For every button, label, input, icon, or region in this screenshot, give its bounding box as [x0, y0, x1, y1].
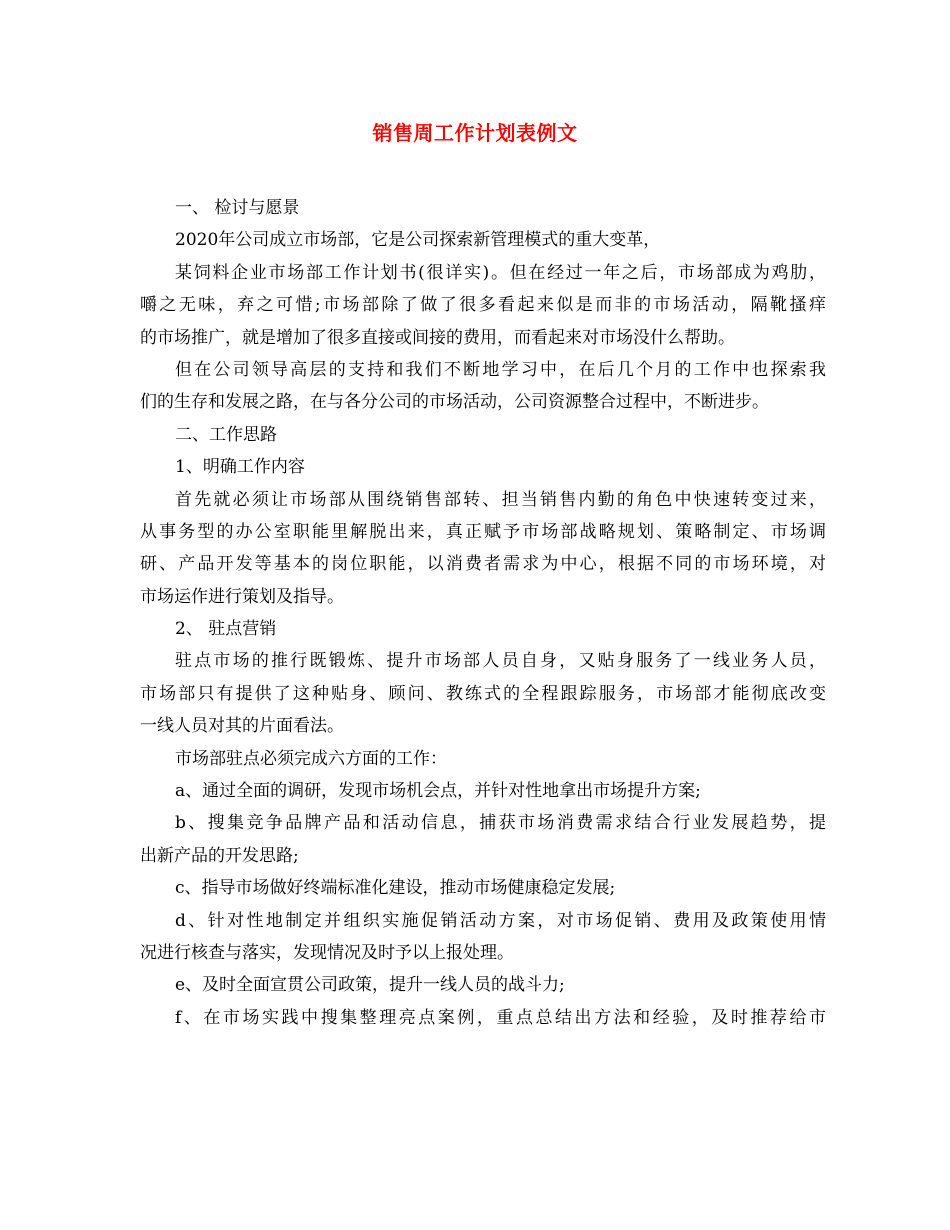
paragraph-line: 驻点市场的推行既锻炼、提升市场部人员自身，又贴身服务了一线业务人员，	[175, 651, 826, 672]
paragraph-line: 一、 检讨与愿景	[175, 198, 300, 218]
paragraph-line: f、在市场实践中搜集整理亮点案例，重点总结出方法和经验，及时推荐给市	[175, 1007, 826, 1028]
document-body	[140, 192, 826, 1034]
document-title: 销售周工作计划表例文	[372, 121, 578, 145]
paragraph-line: 研、产品开发等基本的岗位职能，以消费者需求为中心，根据不同的市场环境，对	[140, 554, 826, 575]
paragraph-line: 2020年公司成立市场部，它是公司探索新管理模式的重大变革，	[175, 230, 661, 251]
paragraph-line: d、针对性地制定并组织实施促销活动方案，对市场促销、费用及政策使用情	[175, 910, 826, 931]
paragraph-line: 首先就必须让市场部从围绕销售部转、担当销售内勤的角色中快速转变过来，	[175, 489, 826, 510]
paragraph-line: e、及时全面宣贯公司政策，提升一线人员的战斗力;	[175, 975, 565, 996]
paragraph-line: a、通过全面的调研，发现市场机会点，并针对性地拿出市场提升方案;	[175, 781, 701, 802]
paragraph-line: 们的生存和发展之路，在与各分公司的市场活动，公司资源整合过程中，不断进步。	[140, 392, 769, 413]
paragraph-line: 的市场推广，就是增加了很多直接或间接的费用，而看起来对市场没什么帮助。	[140, 327, 735, 348]
paragraph-line: 某饲料企业市场部工作计划书(很详实)。但在经过一年之后，市场部成为鸡肋，	[175, 262, 826, 283]
paragraph-line: 2、 驻点营销	[175, 619, 277, 640]
paragraph-line: 嚼之无味，弃之可惜;市场部除了做了很多看起来似是而非的市场活动，隔靴搔痒	[140, 295, 826, 316]
paragraph-line: 一线人员对其的片面看法。	[140, 716, 344, 737]
paragraph-line: 二、工作思路	[175, 424, 277, 445]
paragraph-line: 1、明确工作内容	[175, 457, 305, 478]
paragraph-line: 市场部只有提供了这种贴身、顾问、教练式的全程跟踪服务，市场部才能彻底改变	[140, 683, 826, 704]
paragraph-line: 但在公司领导高层的支持和我们不断地学习中，在后几个月的工作中也探索我	[175, 359, 826, 380]
paragraph-line: 况进行核查与落实，发现情况及时予以上报处理。	[140, 942, 514, 963]
paragraph-line: c、指导市场做好终端标准化建设，推动市场健康稳定发展;	[175, 878, 616, 899]
paragraph-line: 市场运作进行策划及指导。	[140, 586, 344, 607]
paragraph-line: 从事务型的办公室职能里解脱出来，真正赋予市场部战略规划、策略制定、市场调	[140, 521, 826, 542]
paragraph-line: 出新产品的开发思路;	[140, 845, 299, 866]
paragraph-line: 市场部驻点必须完成六方面的工作：	[175, 748, 447, 769]
paragraph-line: b、搜集竞争品牌产品和活动信息，捕获市场消费需求结合行业发展趋势，提	[175, 813, 826, 834]
